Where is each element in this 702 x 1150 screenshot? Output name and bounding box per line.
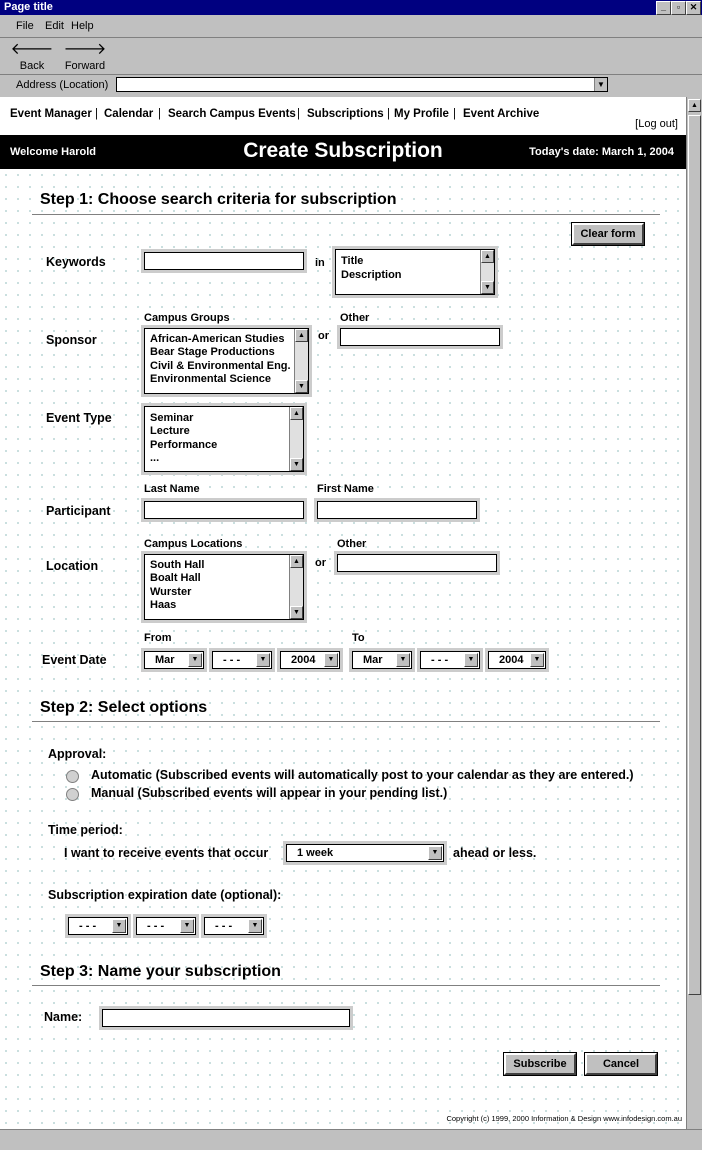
scroll-up-icon[interactable]: ▲	[481, 250, 494, 263]
to-month-value: Mar	[363, 654, 383, 666]
list-scrollbar[interactable]	[480, 250, 494, 294]
scrollbar-thumb[interactable]	[688, 115, 701, 995]
page-scrollbar[interactable]	[686, 97, 702, 1129]
expiration-year-select[interactable]	[204, 917, 264, 935]
welcome-text: Welcome Harold	[10, 146, 96, 158]
subscribe-button[interactable]: Subscribe	[504, 1053, 576, 1075]
list-item[interactable]: South Hall	[150, 559, 205, 571]
page-title: Create Subscription	[243, 139, 443, 162]
participant-label: Participant	[46, 504, 111, 518]
forward-button[interactable]	[60, 40, 110, 72]
location-other-input[interactable]	[337, 554, 497, 572]
list-item[interactable]: Title	[341, 255, 364, 267]
scroll-up-icon[interactable]: ▲	[290, 407, 303, 420]
nav-separator: |	[297, 108, 300, 120]
nav-event-archive[interactable]: Event Archive	[463, 108, 540, 120]
arrow-right-icon: 🡒	[63, 41, 107, 58]
clear-form-button[interactable]: Clear form	[572, 223, 644, 245]
nav-separator: |	[95, 108, 98, 120]
list-item[interactable]: Haas	[150, 599, 177, 611]
scroll-down-icon[interactable]: ▼	[290, 606, 303, 619]
list-scrollbar[interactable]	[289, 555, 303, 619]
from-month-select[interactable]	[144, 651, 204, 669]
to-day-value: - - -	[431, 654, 449, 666]
cancel-button[interactable]: Cancel	[585, 1053, 657, 1075]
chevron-down-icon[interactable]: ▼	[324, 653, 338, 667]
scroll-down-icon[interactable]: ▼	[295, 380, 308, 393]
address-label: Address (Location)	[16, 79, 109, 91]
list-item[interactable]: ...	[150, 452, 160, 464]
expiration-month-value: - - -	[79, 920, 97, 932]
to-year-value: 2004	[499, 654, 524, 666]
chevron-down-icon[interactable]: ▼	[396, 653, 410, 667]
nav-separator: |	[158, 108, 161, 120]
browser-toolbar	[0, 38, 702, 75]
chevron-down-icon[interactable]: ▼	[464, 653, 478, 667]
from-year-value: 2004	[291, 654, 316, 666]
status-bar	[0, 1129, 702, 1150]
last-name-label: Last Name	[144, 483, 200, 495]
address-bar	[0, 75, 702, 98]
nav-search-campus-events[interactable]: Search Campus Events	[168, 108, 296, 120]
receive-suffix: ahead or less.	[453, 846, 537, 860]
subscription-name-input[interactable]	[102, 1009, 350, 1027]
time-period-select[interactable]	[286, 844, 444, 862]
campus-groups-list[interactable]	[144, 328, 309, 394]
location-or-label: or	[315, 557, 326, 569]
event-type-label: Event Type	[46, 411, 112, 425]
automatic-label: Automatic (Subscribed events will automatically post to your calendar as they are entered.)	[91, 768, 634, 782]
menu-bar	[0, 15, 702, 38]
address-input[interactable]	[116, 77, 608, 92]
event-type-list[interactable]	[144, 406, 304, 472]
page-header	[0, 135, 686, 169]
event-date-label: Event Date	[42, 653, 107, 667]
nav-calendar[interactable]: Calendar	[104, 108, 154, 120]
maximize-button[interactable]: ▫	[671, 1, 686, 15]
menu-help[interactable]: Help	[71, 20, 94, 32]
chevron-down-icon[interactable]: ▼	[530, 653, 544, 667]
list-item[interactable]: Seminar	[150, 412, 194, 424]
nav-event-manager[interactable]: Event Manager	[10, 108, 92, 120]
expiration-day-value: - - -	[147, 920, 165, 932]
step2-heading: Step 2: Select options	[40, 699, 208, 716]
logout-link[interactable]: [Log out]	[635, 118, 678, 130]
site-nav	[0, 97, 686, 136]
divider	[32, 985, 660, 986]
list-item[interactable]: Performance	[150, 439, 218, 451]
menu-file[interactable]: File	[16, 20, 34, 32]
nav-my-profile[interactable]: My Profile	[394, 108, 449, 120]
scroll-down-icon[interactable]: ▼	[481, 281, 494, 294]
location-label: Location	[46, 559, 99, 573]
expiration-day-select[interactable]	[136, 917, 196, 935]
from-label: From	[144, 632, 172, 644]
list-scrollbar[interactable]	[294, 329, 308, 393]
list-item[interactable]: Description	[341, 269, 402, 281]
first-name-input[interactable]	[317, 501, 477, 519]
location-other-label: Other	[337, 538, 367, 550]
keywords-input[interactable]	[144, 252, 304, 270]
list-item[interactable]: Bear Stage Productions	[150, 346, 275, 358]
in-label: in	[315, 257, 325, 269]
sponsor-or-label: or	[318, 330, 329, 342]
keywords-label: Keywords	[46, 255, 106, 269]
receive-prefix: I want to receive events that occur	[64, 846, 269, 860]
manual-radio[interactable]	[66, 788, 79, 801]
todays-date: Today's date: March 1, 2004	[529, 146, 674, 158]
menu-edit[interactable]: Edit	[45, 20, 64, 32]
list-item[interactable]: African-American Studies	[150, 333, 285, 345]
back-label: Back	[19, 60, 45, 72]
forward-label: Forward	[64, 60, 106, 72]
chevron-down-icon[interactable]: ▼	[180, 919, 194, 933]
campus-locations-label: Campus Locations	[144, 538, 243, 550]
campus-groups-label: Campus Groups	[144, 312, 230, 324]
list-item[interactable]: Civil & Environmental Eng.	[150, 360, 291, 372]
name-label: Name:	[44, 1010, 83, 1024]
expiration-month-select[interactable]	[68, 917, 128, 935]
last-name-input[interactable]	[144, 501, 304, 519]
page-viewport	[0, 97, 686, 1129]
window-title-bar	[0, 0, 702, 15]
list-scrollbar[interactable]	[289, 407, 303, 471]
nav-separator: |	[453, 108, 456, 120]
step1-heading: Step 1: Choose search criteria for subscription	[40, 191, 397, 208]
subscription-form	[0, 169, 686, 1129]
list-item[interactable]: Wurster	[150, 586, 192, 598]
campus-locations-list[interactable]	[144, 554, 304, 620]
time-period-value: 1 week	[297, 847, 334, 859]
divider	[32, 721, 660, 722]
chevron-down-icon[interactable]: ▼	[428, 846, 442, 860]
sponsor-label: Sponsor	[46, 333, 97, 347]
sponsor-other-label: Other	[340, 312, 370, 324]
automatic-radio[interactable]	[66, 770, 79, 783]
from-day-value: - - -	[223, 654, 241, 666]
minimize-button[interactable]: _	[656, 1, 671, 15]
sponsor-other-input[interactable]	[340, 328, 500, 346]
expiration-year-value: - - -	[215, 920, 233, 932]
to-year-select[interactable]	[488, 651, 546, 669]
scroll-up-icon[interactable]: ▲	[290, 555, 303, 568]
time-period-label: Time period:	[48, 823, 123, 837]
copyright-text: Copyright (c) 1999, 2000 Information & Design www.infodesign.com.au	[446, 1114, 682, 1123]
arrow-left-icon: 🡐	[10, 41, 54, 58]
to-day-select[interactable]	[420, 651, 480, 669]
to-label: To	[352, 632, 365, 644]
chevron-down-icon[interactable]: ▼	[594, 78, 607, 91]
window-title: Page title	[4, 1, 53, 13]
divider	[32, 214, 660, 215]
back-button[interactable]	[7, 40, 57, 72]
scroll-down-icon[interactable]: ▼	[290, 458, 303, 471]
list-item[interactable]: Lecture	[150, 425, 190, 437]
chevron-down-icon[interactable]: ▼	[256, 653, 270, 667]
list-item[interactable]: Environmental Science	[150, 373, 272, 385]
scroll-up-icon[interactable]: ▲	[688, 99, 701, 112]
chevron-down-icon[interactable]: ▼	[248, 919, 262, 933]
from-month-value: Mar	[155, 654, 175, 666]
first-name-label: First Name	[317, 483, 374, 495]
manual-label: Manual (Subscribed events will appear in your pending list.)	[91, 786, 448, 800]
scroll-up-icon[interactable]: ▲	[295, 329, 308, 342]
from-year-select[interactable]	[280, 651, 340, 669]
to-month-select[interactable]	[352, 651, 412, 669]
close-button[interactable]: ✕	[686, 1, 701, 15]
chevron-down-icon[interactable]: ▼	[112, 919, 126, 933]
list-item[interactable]: Boalt Hall	[150, 572, 201, 584]
step3-heading: Step 3: Name your subscription	[40, 963, 281, 980]
chevron-down-icon[interactable]: ▼	[188, 653, 202, 667]
approval-label: Approval:	[48, 747, 107, 761]
expiration-label: Subscription expiration date (optional):	[48, 888, 282, 902]
keyword-fields-list[interactable]	[335, 249, 495, 295]
from-day-select[interactable]	[212, 651, 272, 669]
nav-separator: |	[387, 108, 390, 120]
nav-subscriptions[interactable]: Subscriptions	[307, 108, 384, 120]
